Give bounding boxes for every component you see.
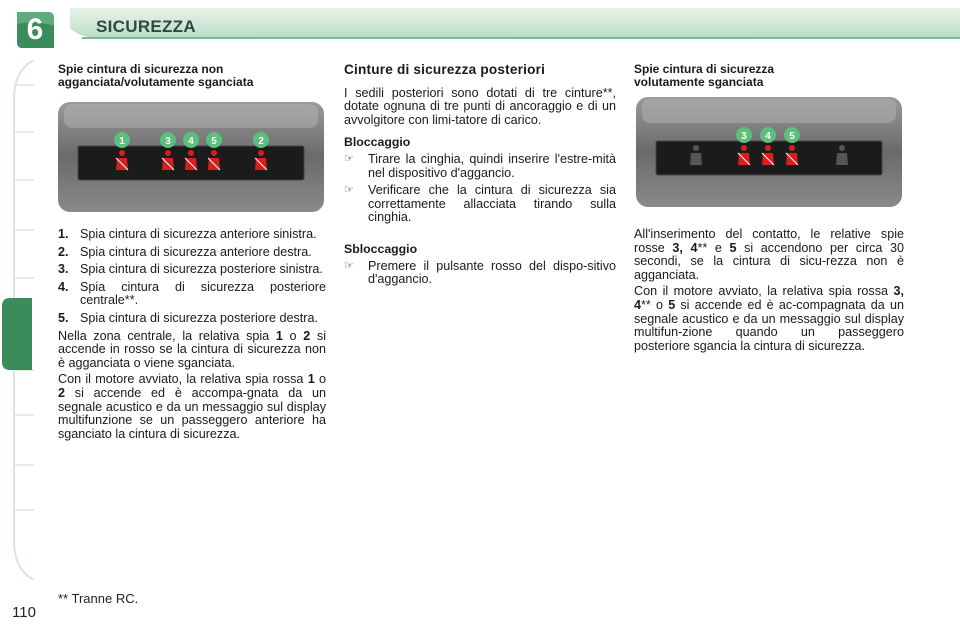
warning-light-list xyxy=(58,228,326,326)
unlock-heading: Sbloccaggio xyxy=(344,241,418,256)
list-text: Spia cintura di sicurezza posteriore destra. xyxy=(80,310,318,325)
pointing-hand-icon: ☞ xyxy=(344,259,354,272)
right-heading-line2: volutamente sganciata xyxy=(634,75,764,89)
list-number: 2. xyxy=(58,244,69,259)
middle-intro: I sedili posteriori sono dotati di tre cinture**, dotate ognuna di tre punti di ancoraggio e di un avvolgitore con limi-tatore di carico. xyxy=(344,85,616,127)
left-paragraph-1: Nella zona centrale, la relativa spia 1 o 2 si accende in rosso se la cintura di sicurezza non è agganciata o viene sganciata. xyxy=(58,328,326,370)
right-heading-line1: Spie cintura di sicurezza xyxy=(634,62,775,76)
list-number: 3. xyxy=(58,262,69,277)
chapter-side-tabs xyxy=(0,60,34,580)
active-chapter-tab[interactable] xyxy=(2,298,32,370)
left-heading-line1: Spie cintura di sicurezza non xyxy=(58,62,224,76)
front-seatbelt-warning-panel xyxy=(56,100,326,214)
rear-seatbelt-warning-panel xyxy=(634,95,904,209)
list-item xyxy=(58,228,326,242)
right-column xyxy=(634,63,904,89)
right-body xyxy=(634,228,904,356)
right-paragraph-2: Con il motore avviato, la relativa spia rossa 3, 4** o 5 si accende ed è ac-compagnata da un segnale acustico e da un messaggio sul display multifun-zione quando un passeggero posteriore sgancia la cintura di sicurezza. xyxy=(634,284,904,353)
list-item xyxy=(58,246,326,260)
pointing-hand-icon: ☞ xyxy=(344,152,354,165)
list-item xyxy=(58,263,326,277)
marker-5: 5 xyxy=(211,136,217,147)
list-item: ☞ Verificare che la cintura di sicurezza sia correttamente allacciata tirando sulla cinghia. xyxy=(344,183,616,225)
marker-2: 2 xyxy=(258,136,264,147)
middle-heading: Cinture di sicurezza posteriori xyxy=(344,62,546,77)
left-heading-line2: agganciata/volutamente sganciata xyxy=(58,75,254,89)
list-text: Spia cintura di sicurezza posteriore sinistra. xyxy=(80,262,323,277)
pointing-hand-icon: ☞ xyxy=(344,184,354,197)
list-text: Spia cintura di sicurezza anteriore sinistra. xyxy=(80,227,317,241)
page-number: 110 xyxy=(12,604,36,621)
list-text: Spia cintura di sicurezza anteriore destra. xyxy=(80,244,312,259)
chapter-number: 6 xyxy=(26,13,44,46)
left-paragraph-2: Con il motore avviato, la relativa spia rossa 1 o 2 si accende ed è accompa-gnata da un segnale acustico e da un messaggio sul display multifunzione se un passeggero anteriore ha sganciato la cintura di sicurezza. xyxy=(58,372,326,441)
list-item: ☞ Premere il pulsante rosso del dispo-sitivo d'aggancio. xyxy=(344,258,616,287)
list-item xyxy=(58,312,326,326)
lock-heading: Bloccaggio xyxy=(344,135,411,150)
marker-1: 1 xyxy=(119,136,125,147)
left-column xyxy=(58,63,326,89)
list-item xyxy=(58,281,326,308)
list-text: Spia cintura di sicurezza posteriore centrale**. xyxy=(80,279,326,308)
marker-5: 5 xyxy=(789,131,795,142)
lock-list xyxy=(344,153,616,225)
middle-column xyxy=(344,63,616,291)
list-number: 5. xyxy=(58,310,69,325)
left-body xyxy=(58,228,326,444)
unlock-list xyxy=(344,260,616,287)
marker-3: 3 xyxy=(165,136,171,147)
right-paragraph-1: All'inserimento del contatto, le relative spie rosse 3, 4** e 5 si accendono per circa 30 secondi, se la cintura di sicu-rezza non è agganciata. xyxy=(634,227,904,282)
list-number: 1. xyxy=(58,227,69,241)
list-item: ☞ Tirare la cinghia, quindi inserire l'estre-mità nel dispositivo d'aggancio. xyxy=(344,151,616,180)
marker-4: 4 xyxy=(188,136,194,147)
list-number: 4. xyxy=(58,279,69,294)
footnote: ** Tranne RC. xyxy=(58,591,139,606)
chapter-title: SICUREZZA xyxy=(96,17,196,36)
marker-3: 3 xyxy=(741,131,747,142)
marker-4: 4 xyxy=(765,131,771,142)
